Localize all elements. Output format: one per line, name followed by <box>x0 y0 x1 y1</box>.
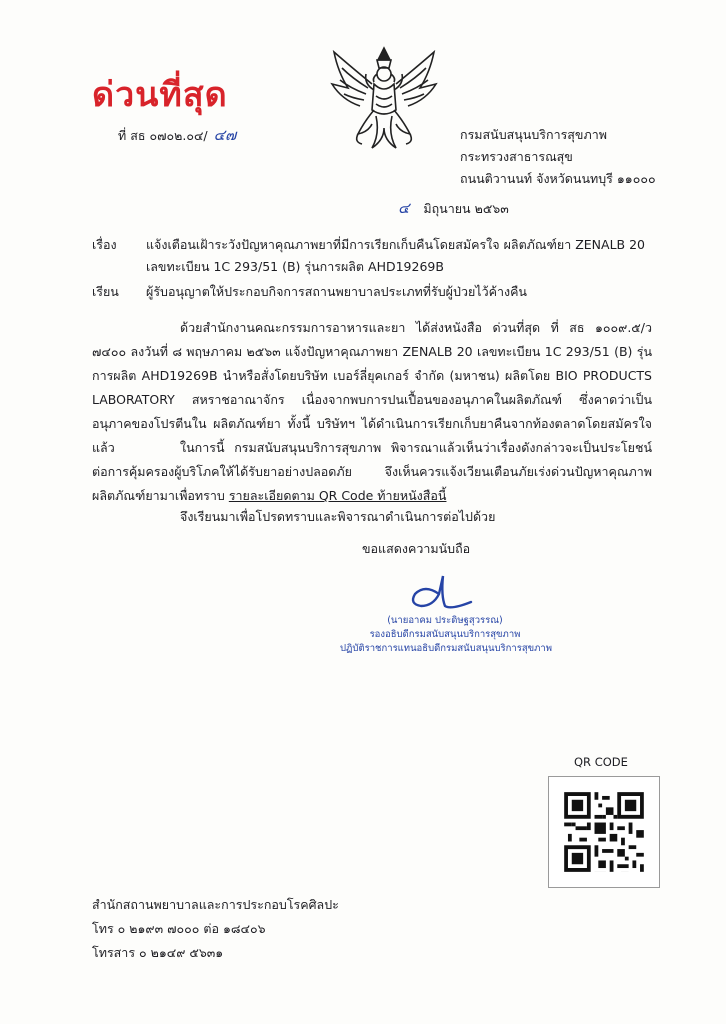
recipient-text: ผู้รับอนุญาตให้ประกอบกิจการสถานพยาบาลประเภทที่รับผู้ป่วยไว้ค้างคืน <box>146 284 527 299</box>
closing-text: จึงเรียนมาเพื่อโปรดทราบและพิจารณาดำเนินการต่อไปด้วย <box>180 509 496 524</box>
footer-phone: โทร ๐ ๒๑๙๓ ๗๐๐๐ ต่อ ๑๘๔๐๖ <box>92 921 266 936</box>
sender-address-line1: กรมสนับสนุนบริการสุขภาพ <box>460 127 607 142</box>
qr-label: QR CODE <box>574 755 628 769</box>
sender-address-line2: กระทรวงสาธารณสุข <box>460 149 573 164</box>
regards-text: ขอแสดงความนับถือ <box>362 541 471 556</box>
qr-code-box <box>548 776 660 888</box>
signatory-title-1: รองอธิบดีกรมสนับสนุนบริการสุขภาพ <box>369 629 521 640</box>
signature-block <box>340 614 550 656</box>
date-month-year: มิถุนายน ๒๕๖๓ <box>423 201 509 216</box>
recipient-label: เรียน <box>92 284 119 299</box>
body-paragraph-2 <box>92 436 652 508</box>
sender-address-line3: ถนนติวานนท์ จังหวัดนนทบุรี ๑๑๐๐๐ <box>460 171 656 186</box>
paragraph-2-text: ในการนี้ กรมสนับสนุนบริการสุขภาพ พิจารณาแล้วเห็นว่าเรื่องดังกล่าวจะเป็นประโยชน์ ต่อการคุ้มครองผู้บริโภคให้ได้รับยาอย่างปลอดภัย จึงเห็นควรแจ้งเวียนเตือนภัยเร่งด่วนปัญหาคุณภาพ ผลิตภัณฑ์ยามาเพื่อทราบ <box>92 440 652 503</box>
qr-reference-link: รายละเอียดตาม QR Code ท้ายหนังสือนี้ <box>228 488 447 503</box>
doc-number-label: ที่ สธ ๐๗๐๒.๐๔/ <box>118 128 208 143</box>
garuda-emblem-icon <box>328 44 440 156</box>
date-day-handwritten: ๔ <box>398 199 410 217</box>
footer-fax: โทรสาร ๐ ๒๑๔๙ ๕๖๓๑ <box>92 945 224 960</box>
urgent-mark: ด่วนที่สุด <box>92 75 228 115</box>
signatory-title-2: ปฏิบัติราชการแทนอธิบดีกรมสนับสนุนบริการสุขภาพ <box>340 643 552 654</box>
signatory-name: (นายอาคม ประดิษฐสุวรรณ) <box>387 615 503 626</box>
subject-label: เรื่อง <box>92 237 117 252</box>
footer <box>92 896 339 968</box>
letter-date <box>398 200 509 217</box>
subject-text <box>146 236 645 280</box>
signature <box>405 572 475 614</box>
qr-code-icon <box>549 777 659 887</box>
subject-line1: แจ้งเตือนเฝ้าระวังปัญหาคุณภาพยาที่มีการเรียกเก็บคืนโดยสมัครใจ ผลิตภัณฑ์ยา ZENALB 20 <box>146 237 645 252</box>
subject-line2: เลขทะเบียน 1C 293/51 (B) รุ่นการผลิต AHD19269B <box>146 259 444 274</box>
doc-number <box>118 127 236 144</box>
footer-office: สำนักสถานพยาบาลและการประกอบโรคศิลปะ <box>92 897 339 912</box>
paragraph-1-text: ด้วยสำนักงานคณะกรรมการอาหารและยา ได้ส่งหนังสือ ด่วนที่สุด ที่ สธ ๑๐๐๙.๕/ว ๗๔๐๐ ลงวันที่ ๘ พฤษภาคม ๒๕๖๓ แจ้งปัญหาคุณภาพยา ZENALB 20 เลขทะเบียน 1C 293/51 (B) รุ่นการผลิต AHD19269B นำหรือสั่งโดยบริษัท เบอร์ลี่ยุคเกอร์ จำกัด (มหาชน) ผลิตโดย BIO PRODUCTS LABORATORY สหราชอาณาจักร เนื่องจากพบการปนเปื้อนของอนุภาคในผลิตภัณฑ์ ซึ่งคาดว่าเป็นอนุภาคของโปรตีนใน ผลิตภัณฑ์ยา ทั้งนี้ บริษัทฯ ได้ดำเนินการเรียกเก็บยาคืนจากท้องตลาดโดยสมัครใจแล้ว <box>92 320 652 455</box>
sender-address <box>460 126 656 192</box>
doc-number-handwritten: ๔๗ <box>213 126 237 144</box>
